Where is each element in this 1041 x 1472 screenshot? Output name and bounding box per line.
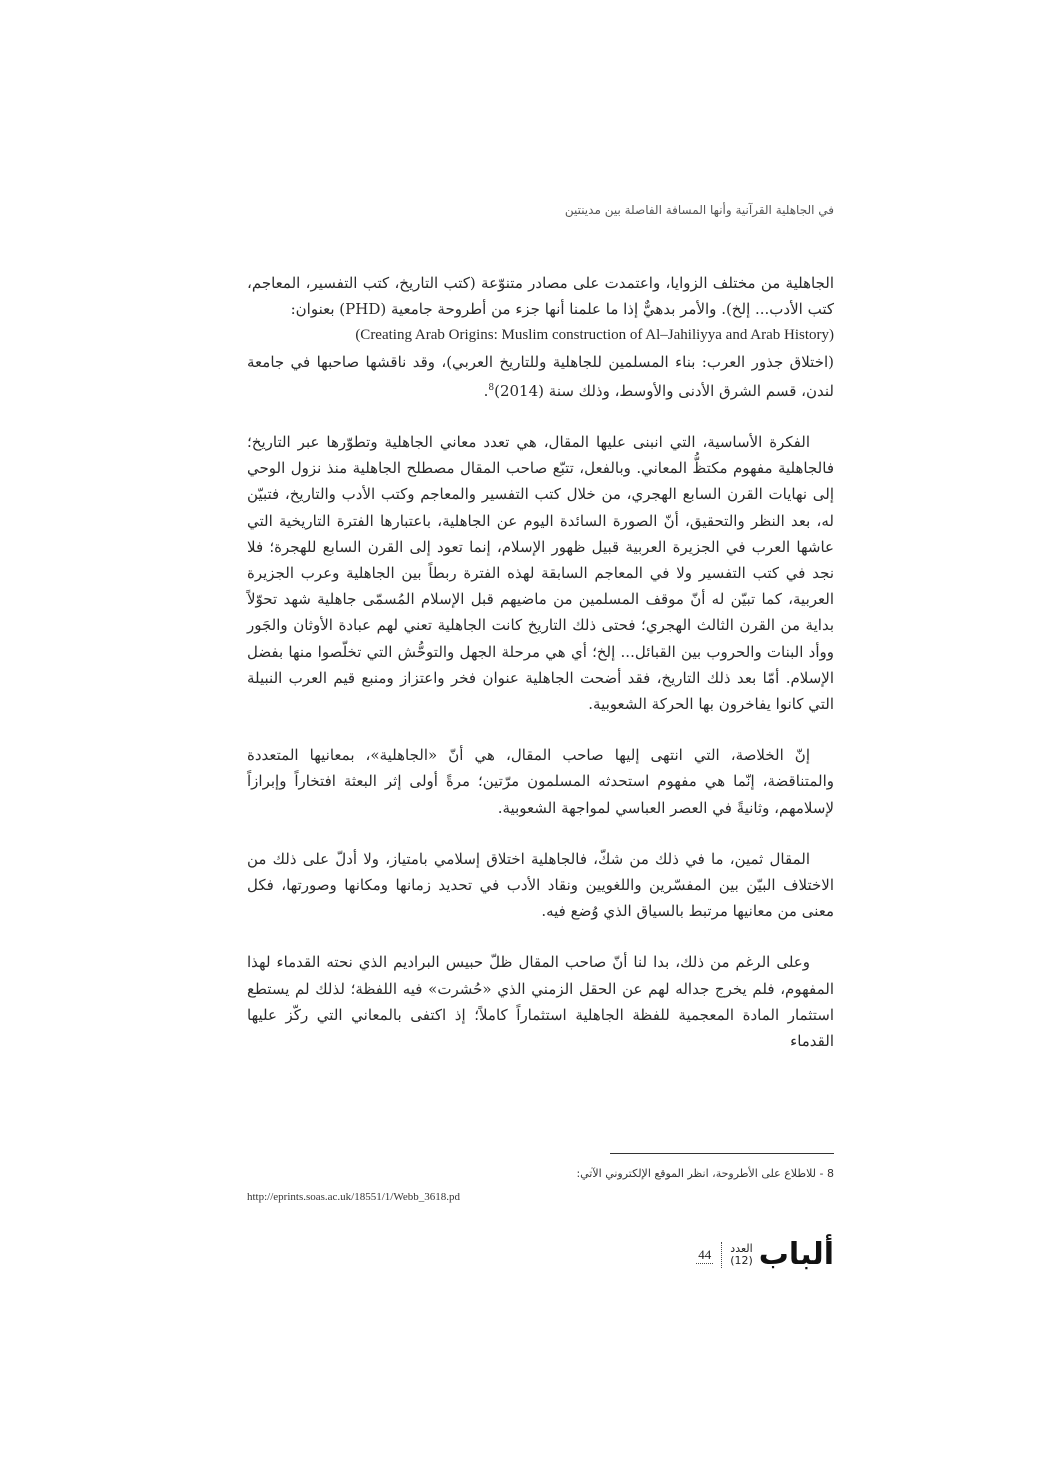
journal-logo: ألباب <box>758 1237 834 1272</box>
issue-number: (12) <box>730 1254 753 1267</box>
paragraph-4: المقال ثمين، ما في ذلك من شكّ، فالجاهلية اختلاق إسلامي بامتياز، ولا أدلّ على ذلك من الاختلاف البيّن بين المفسّرين واللغويين ونقاد الأدب في تحديد زمانها ومكانها وصورتها، فكل معنى من معانيها مرتبط بالسياق الذي وُضع فيه. <box>247 849 834 921</box>
body-text <box>247 270 834 1054</box>
footer-separator <box>721 1242 722 1268</box>
issue-block <box>730 1243 753 1267</box>
paragraph-5: وعلى الرغم من ذلك، بدا لنا أنّ صاحب المقال ظلّ حبيس البراديم الذي نحته القدماء لهذا المفهوم، فلم يخرج جداله لهم عن الحقل الزمني الذي «حُشرت» فيه اللفظة؛ لذلك لم يستطع استثمار المادة المعجمية للفظة الجاهلية استثماراً كاملاً؛ إذ اكتفى بالمعاني التي ركّز عليها القدماء <box>247 953 834 1051</box>
paragraph-1-end: . <box>483 381 489 400</box>
paragraph-1 <box>247 270 834 404</box>
english-title: (Creating Arab Origins: Muslim construction of Al–Jahiliyya and Arab History) <box>355 327 834 344</box>
footnote-ref[interactable]: 8 <box>488 382 495 393</box>
footnote-divider <box>610 1153 834 1154</box>
issue-label: العدد <box>730 1242 753 1255</box>
page-footer <box>696 1237 834 1272</box>
running-header: في الجاهلية القرآنية وأنها المسافة الفاصلة بين مدينتين <box>564 203 834 217</box>
paragraph-1-line2: (اختلاق جذور العرب: بناء المسلمين للجاهلية وللتاريخ العربي)، وقد ناقشها صاحبها في جامعة لندن، قسم الشرق الأدنى والأوسط، وذلك سنة (2014) <box>247 352 834 400</box>
paragraph-3: إنّ الخلاصة، التي انتهى إليها صاحب المقال، هي أنّ «الجاهلية»، بمعانيها المتعددة والمتناقضة، إنّما هي مفهوم استحدثه المسلمون مرّتين؛ مرةً أولى إثر البعثة افتخاراً وإبرازاً لإسلامهم، وثانيةً في العصر العباسي لمواجهة الشعوبية. <box>247 746 834 817</box>
page-number: 44 <box>698 1246 712 1262</box>
footnote-link[interactable]: http://eprints.soas.ac.uk/18551/1/Webb_3618.pd <box>247 1191 460 1203</box>
footnote-text: 8 - للاطلاع على الأطروحة، انظر الموقع الإلكتروني الآتي: <box>576 1167 834 1180</box>
paragraph-1-line1: الجاهلية من مختلف الزوايا، واعتمدت على مصادر متنوّعة (كتب التاريخ، كتب التفسير، المعاجم، كتب الأدب... إلخ). والأمر بدهيٌّ إذا ما علمنا أنها جزء من أطروحة جامعية (PHD) بعنوان: <box>247 274 834 319</box>
paragraph-2: الفكرة الأساسية، التي انبنى عليها المقال، هي تعدد معاني الجاهلية وتطوّرها عبر التاريخ؛ فالجاهلية مفهوم مكتظُّ المعاني. وبالفعل، تتبّع صاحب المقال مصطلح الجاهلية منذ نزول الوحي إلى نهايات القرن السابع الهجري، من خلال كتب التفسير والمعاجم وكتب الأدب والتاريخ، فتبيّن له، بعد النظر والتحقيق، أنّ الصورة السائدة اليوم عن الجاهلية، باعتبارها الفترة التاريخية التي عاشها العرب في الجزيرة العربية قبيل ظهور الإسلام، إنما تعود إلى القرن السابع للهجرة؛ فلا نجد في كتب التفسير ولا في المعاجم السابقة لهذه الفترة ربطاً بين الجاهلية وعرب الجزيرة العربية، كما تبيّن له أنّ موقف المسلمين من ماضيهم قبل الإسلام المُسمّى جاهلية شهد تحوّلاً بداية من القرن الثالث الهجري؛ فحتى ذلك التاريخ كانت الجاهلية تعني لهم عبادة الأوثان والجَور ووأد البنات والحروب بين القبائل... إلخ؛ أي هي مرحلة الجهل والتوحُّش التي تخلّصوا منها بفضل الإسلام. أمّا بعد ذلك التاريخ، فقد أضحت الجاهلية عنوان فخر واعتزاز ومنبع قيم العرب النبيلة التي كانوا يفاخرون بها الحركة الشعوبية. <box>247 433 834 714</box>
